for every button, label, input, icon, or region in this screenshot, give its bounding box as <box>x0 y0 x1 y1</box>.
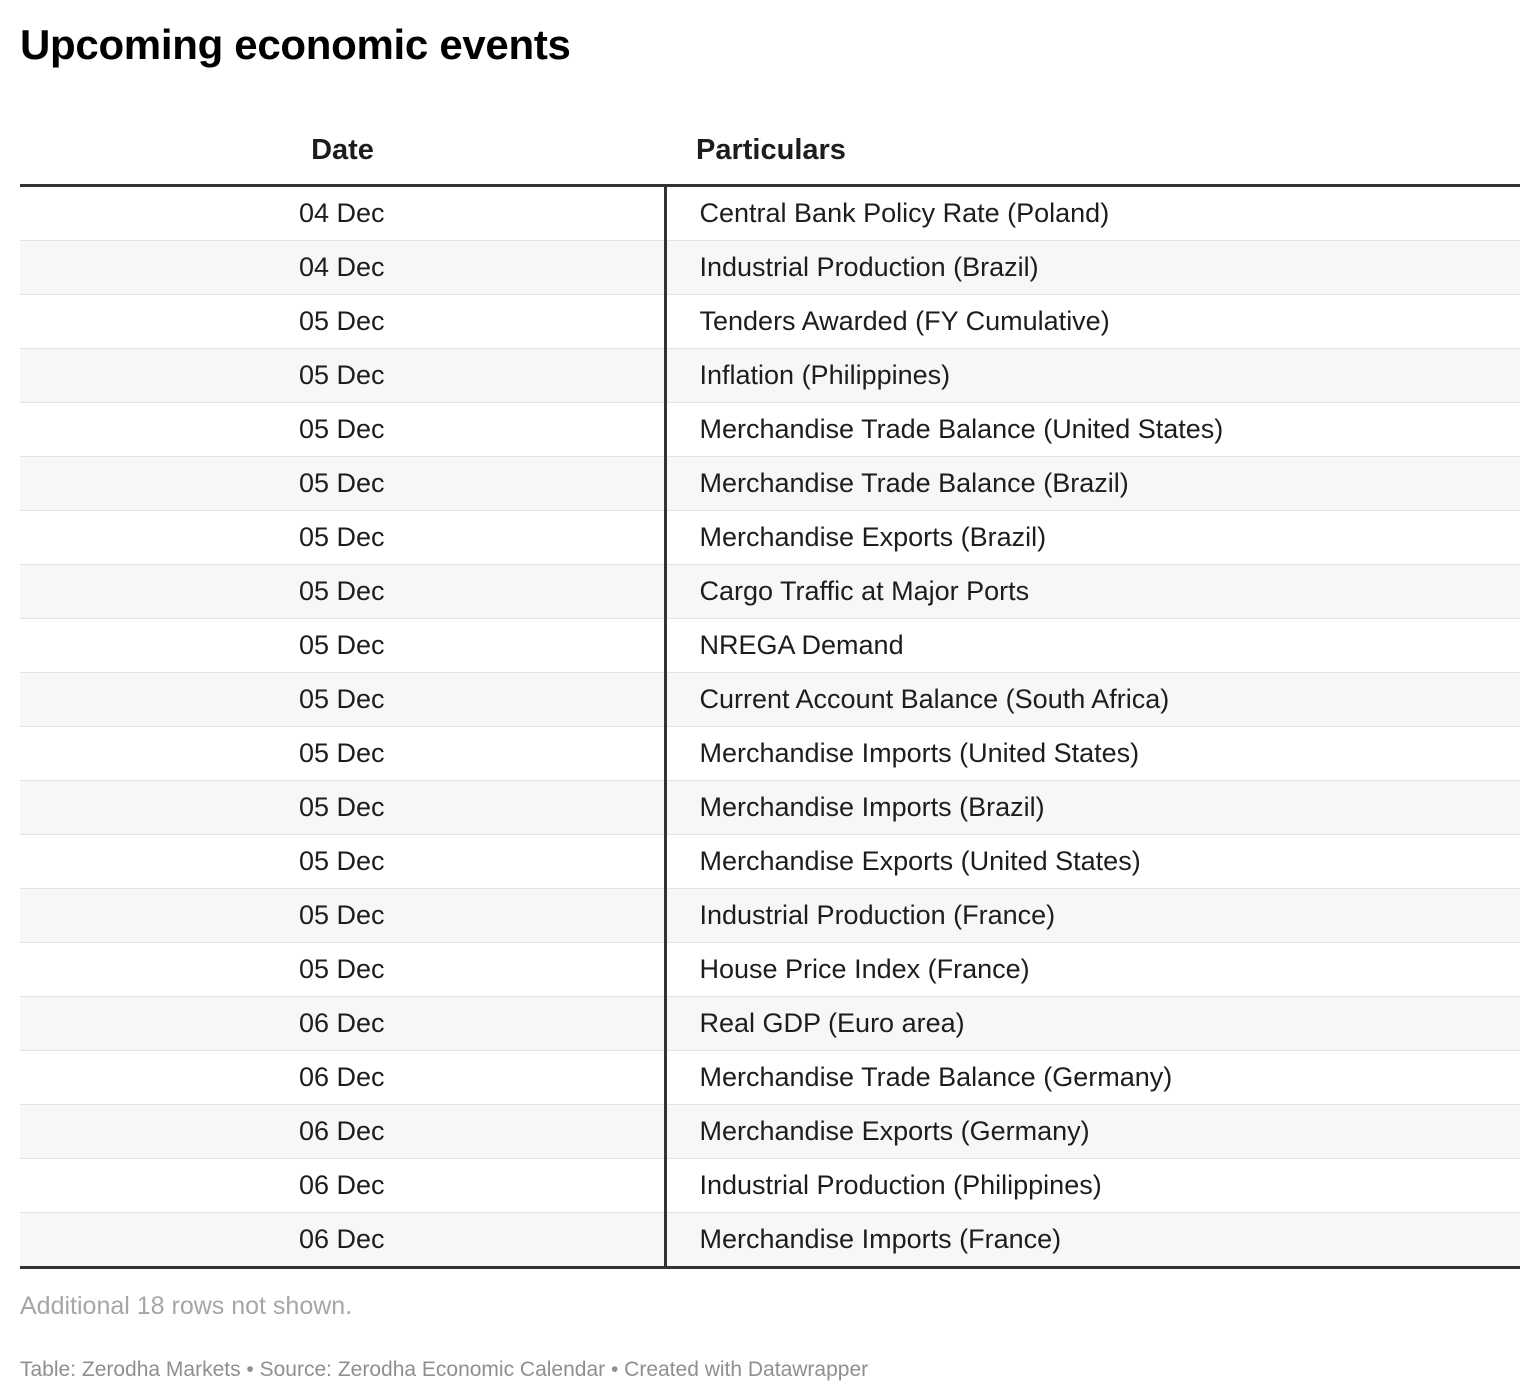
particulars-cell: Merchandise Exports (Germany) <box>665 1105 1520 1159</box>
particulars-cell: NREGA Demand <box>665 619 1520 673</box>
column-header-date[interactable]: Date <box>20 116 665 186</box>
table-row <box>20 673 1520 727</box>
table-row <box>20 186 1520 241</box>
table-row <box>20 943 1520 997</box>
date-cell: 05 Dec <box>20 457 665 511</box>
particulars-cell: Industrial Production (Philippines) <box>665 1159 1520 1213</box>
date-cell: 06 Dec <box>20 1105 665 1159</box>
date-cell: 05 Dec <box>20 295 665 349</box>
column-header-particulars[interactable]: Particulars <box>665 116 1520 186</box>
table-row <box>20 565 1520 619</box>
particulars-cell: Central Bank Policy Rate (Poland) <box>665 186 1520 241</box>
particulars-cell: Merchandise Trade Balance (Brazil) <box>665 457 1520 511</box>
table-row <box>20 997 1520 1051</box>
events-table-card <box>20 0 1520 1384</box>
table-row <box>20 727 1520 781</box>
table-row <box>20 1159 1520 1213</box>
date-cell: 05 Dec <box>20 835 665 889</box>
date-cell: 05 Dec <box>20 349 665 403</box>
table-header <box>20 116 1520 186</box>
particulars-cell: Merchandise Imports (France) <box>665 1213 1520 1268</box>
date-cell: 05 Dec <box>20 781 665 835</box>
date-cell: 05 Dec <box>20 889 665 943</box>
particulars-cell: Merchandise Imports (Brazil) <box>665 781 1520 835</box>
date-cell: 05 Dec <box>20 511 665 565</box>
particulars-cell: Inflation (Philippines) <box>665 349 1520 403</box>
particulars-cell: Current Account Balance (South Africa) <box>665 673 1520 727</box>
date-cell: 06 Dec <box>20 1213 665 1268</box>
table-row <box>20 835 1520 889</box>
date-cell: 05 Dec <box>20 619 665 673</box>
date-cell: 06 Dec <box>20 1159 665 1213</box>
table-row <box>20 403 1520 457</box>
table-row <box>20 457 1520 511</box>
rows-not-shown-note: Additional 18 rows not shown. <box>20 1292 353 1320</box>
table-row <box>20 349 1520 403</box>
date-cell: 05 Dec <box>20 565 665 619</box>
particulars-cell: Cargo Traffic at Major Ports <box>665 565 1520 619</box>
particulars-cell: Merchandise Trade Balance (Germany) <box>665 1051 1520 1105</box>
table-row <box>20 1051 1520 1105</box>
particulars-cell: Merchandise Trade Balance (United States) <box>665 403 1520 457</box>
particulars-cell: Merchandise Exports (United States) <box>665 835 1520 889</box>
source-footer: Table: Zerodha Markets • Source: Zerodha Economic Calendar • Created with Datawrapper <box>20 1358 869 1381</box>
table-row <box>20 241 1520 295</box>
date-cell: 06 Dec <box>20 997 665 1051</box>
table-row <box>20 781 1520 835</box>
particulars-cell: Tenders Awarded (FY Cumulative) <box>665 295 1520 349</box>
particulars-cell: Industrial Production (Brazil) <box>665 241 1520 295</box>
particulars-cell: Merchandise Imports (United States) <box>665 727 1520 781</box>
table-row <box>20 1213 1520 1268</box>
date-cell: 05 Dec <box>20 943 665 997</box>
events-table <box>20 116 1520 1269</box>
particulars-cell: House Price Index (France) <box>665 943 1520 997</box>
table-row <box>20 511 1520 565</box>
table-body <box>20 186 1520 1268</box>
date-cell: 04 Dec <box>20 186 665 241</box>
date-cell: 06 Dec <box>20 1051 665 1105</box>
date-cell: 05 Dec <box>20 403 665 457</box>
table-row <box>20 1105 1520 1159</box>
particulars-cell: Real GDP (Euro area) <box>665 997 1520 1051</box>
date-cell: 05 Dec <box>20 673 665 727</box>
date-cell: 04 Dec <box>20 241 665 295</box>
page-title: Upcoming economic events <box>20 21 571 68</box>
date-cell: 05 Dec <box>20 727 665 781</box>
table-row <box>20 889 1520 943</box>
table-row <box>20 295 1520 349</box>
header-row <box>20 116 1520 186</box>
table-row <box>20 619 1520 673</box>
particulars-cell: Merchandise Exports (Brazil) <box>665 511 1520 565</box>
particulars-cell: Industrial Production (France) <box>665 889 1520 943</box>
